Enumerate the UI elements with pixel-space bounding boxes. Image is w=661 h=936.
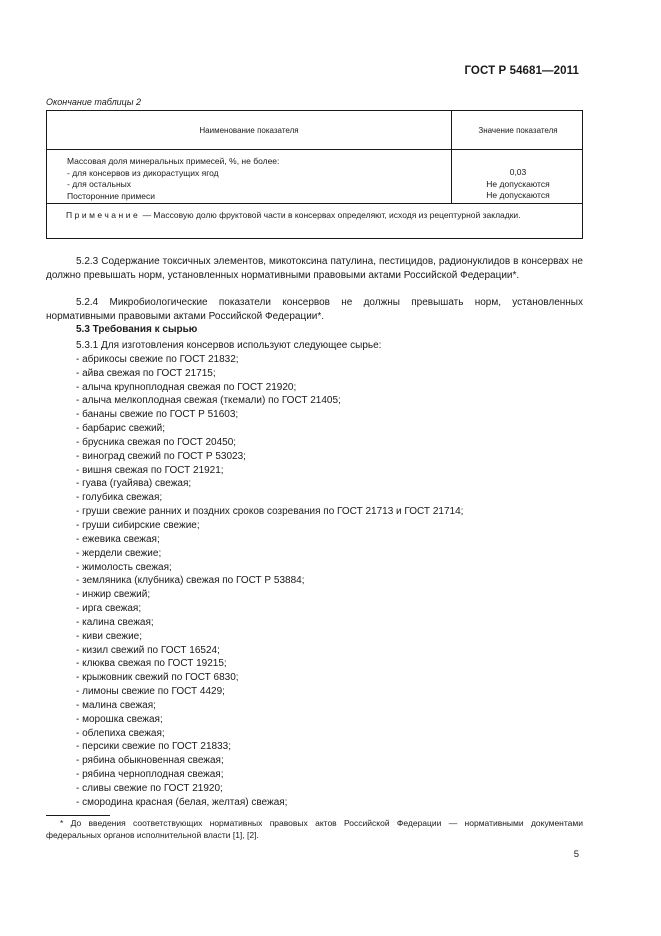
list-item: - земляника (клубника) свежая по ГОСТ Р 53884;: [76, 575, 305, 587]
table-note-divider: [47, 203, 582, 204]
page-number: 5: [573, 849, 579, 860]
section-title: 5.3 Требования к сырью: [76, 324, 198, 335]
list-item: - бананы свежие по ГОСТ Р 51603;: [76, 409, 239, 421]
footnote-divider: [46, 815, 110, 816]
table-note: [52, 209, 576, 221]
list-item: - киви свежие;: [76, 630, 143, 642]
list-item: - барбарис свежий;: [76, 423, 166, 435]
indicator-text: - для остальных: [67, 179, 132, 189]
list-item: - брусника свежая по ГОСТ 20450;: [76, 436, 237, 448]
raw-materials-list: [76, 339, 463, 810]
list-item: - виноград свежий по ГОСТ Р 53023;: [76, 450, 246, 462]
list-item: - калина свежая;: [76, 616, 154, 628]
indicator-text: Массовая доля минеральных примесей, %, не более:: [67, 156, 280, 166]
document-code: ГОСТ Р 54681—2011: [464, 65, 579, 77]
note-text: — Массовую долю фруктовой части в консервах определяют, исходя из рецептурной закладки.: [140, 210, 521, 220]
indicator-text: Посторонние примеси: [67, 190, 155, 201]
list-item: - голубика свежая;: [76, 492, 163, 504]
list-item: - алыча крупноплодная свежая по ГОСТ 21920;: [76, 381, 297, 393]
list-item: - айва свежая по ГОСТ 21715;: [76, 367, 216, 379]
list-item: - рябина черноплодная свежая;: [76, 769, 224, 781]
paragraph-5-2-3: 5.2.3 Содержание токсичных элементов, микотоксина патулина, пестицидов, радионуклидов в консервах не должно превышать норм, установленных нормативными правовыми актами Российской Федерации*.: [46, 256, 583, 281]
list-item: - лимоны свежие по ГОСТ 4429;: [76, 686, 225, 698]
list-item: - персики свежие по ГОСТ 21833;: [76, 741, 231, 753]
list-item: - крыжовник свежий по ГОСТ 6830;: [76, 672, 239, 684]
list-item: - алыча мелкоплодная свежая (ткемали) по ГОСТ 21405;: [76, 395, 341, 407]
list-item: - жердели свежие;: [76, 547, 162, 559]
column-header-value: Значение показателя: [478, 126, 558, 135]
list-item: - малина свежая;: [76, 699, 156, 711]
list-item: - инжир свежий;: [76, 589, 151, 601]
indicator-value: Не допускаются: [486, 178, 550, 189]
list-item: - сливы свежие по ГОСТ 21920;: [76, 783, 223, 794]
indicator-text: - для консервов из дикорастущих ягод: [67, 167, 219, 178]
indicator-value: Не допускаются: [486, 190, 550, 200]
list-item: - морошка свежая;: [76, 713, 163, 725]
list-item-intro: 5.3.1 Для изготовления консервов используют следующее сырье:: [76, 340, 382, 351]
list-item: - смородина красная (белая, желтая) свежая;: [76, 796, 288, 808]
table-caption: Окончание таблицы 2: [46, 97, 141, 107]
list-item: - ежевика свежая;: [76, 533, 160, 545]
column-header-name: Наименование показателя: [199, 126, 299, 135]
list-item: - клюква свежая по ГОСТ 19215;: [76, 658, 227, 670]
indicators-table: [46, 110, 583, 239]
list-item: - груши сибирские свежие;: [76, 519, 200, 531]
list-item: - жимолость свежая;: [76, 561, 172, 573]
list-item: - гуава (гуайява) свежая;: [76, 478, 192, 490]
list-item: - облепиха свежая;: [76, 727, 165, 739]
list-item: - вишня свежая по ГОСТ 21921;: [76, 464, 224, 476]
list-item: - абрикосы свежие по ГОСТ 21832;: [76, 353, 239, 365]
list-item: - груши свежие ранних и поздних сроков созревания по ГОСТ 21713 и ГОСТ 21714;: [76, 506, 464, 518]
indicator-value: 0,03: [509, 167, 527, 177]
table-value-cell: [452, 167, 584, 202]
footnote: * До введения соответствующих нормативных правовых актов Российской Федерации — нормативными документами федеральных органов исполнительной власти [1], [2].: [46, 818, 583, 840]
list-item: - рябина обыкновенная свежая;: [76, 755, 224, 767]
list-item: - кизил свежий по ГОСТ 16524;: [76, 644, 220, 656]
list-item: - ирга свежая;: [76, 603, 142, 615]
table-indicator-cell: [67, 156, 279, 202]
note-label: Примечание: [66, 210, 141, 220]
paragraph-5-2-4: 5.2.4 Микробиологические показатели консервов не должны превышать норм, установленных нормативными правовыми актами Российской Федерации*.: [46, 297, 583, 322]
